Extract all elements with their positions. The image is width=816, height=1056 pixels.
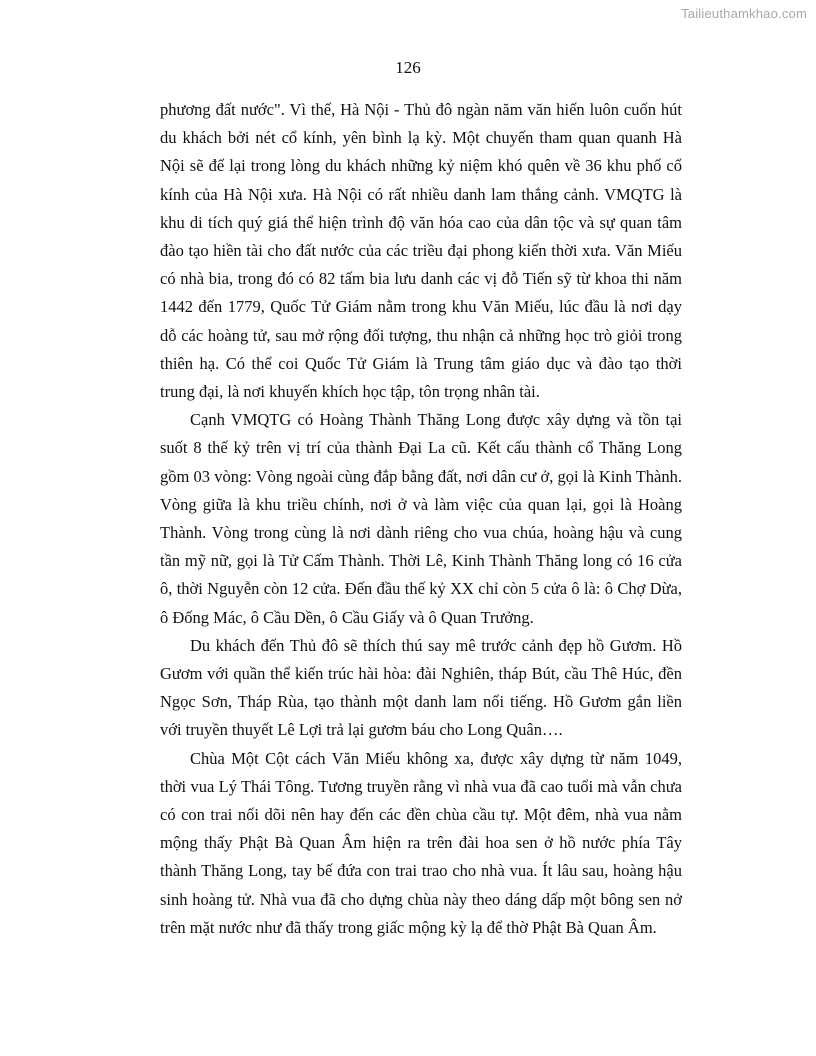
document-body (160, 96, 682, 942)
page-number: 126 (395, 58, 421, 77)
paragraph-one-pillar-pagoda: Chùa Một Cột cách Văn Miếu không xa, được xây dựng từ năm 1049, thời vua Lý Thái Tông. Tương truyền rằng vì nhà vua đã cao tuổi mà vẫn chưa có con trai nối dõi nên hay đến các đền chùa cầu tự. Một đêm, nhà vua nằm mộng thấy Phật Bà Quan Âm hiện ra trên đài hoa sen ở hồ nước phía Tây thành Thăng Long, tay bế đứa con trai trao cho nhà vua. Ít lâu sau, hoàng hậu sinh hoàng tử. Nhà vua đã cho dựng chùa này theo dáng dấp một bông sen nở trên mặt nước như đã thấy trong giấc mộng kỳ lạ để thờ Phật Bà Quan Âm. (160, 748, 682, 937)
paragraph-hoan-kiem-lake: Du khách đến Thủ đô sẽ thích thú say mê trước cảnh đẹp hồ Gươm. Hồ Gươm với quần thể kiến trúc hài hòa: đài Nghiên, tháp Bút, cầu Thê Húc, đền Ngọc Sơn, Tháp Rùa, tạo thành một danh lam nổi tiếng. Hồ Gươm gắn liền với truyền thuyết Lê Lợi trả lại gươm báu cho Long Quân…. (160, 635, 682, 740)
paragraph-imperial-citadel: Cạnh VMQTG có Hoàng Thành Thăng Long được xây dựng và tồn tại suốt 8 thế kỷ trên vị trí của thành Đại La cũ. Kết cấu thành cổ Thăng Long gồm 03 vòng: Vòng ngoài cùng đắp bằng đất, nơi dân cư ở, gọi là Kinh Thành. Vòng giữa là khu triều chính, nơi ở và làm việc của quan lại, gọi là Hoàng Thành. Vòng trong cùng là nơi dành riêng cho vua chúa, hoàng hậu và cung tần mỹ nữ, gọi là Tử Cấm Thành. Thời Lê, Kinh Thành Thăng long có 16 cửa ô, thời Nguyễn còn 12 cửa. Đến đầu thế kỷ XX chỉ còn 5 cửa ô là: ô Chợ Dừa, ô Đống Mác, ô Cầu Dền, ô Cầu Giấy và ô Quan Trưởng. (160, 410, 682, 627)
watermark: Tailieuthamkhao.com (681, 6, 807, 21)
paragraph-continuation: phương đất nước". Vì thế, Hà Nội - Thủ đô ngàn năm văn hiến luôn cuốn hút du khách bởi nét cổ kính, yên bình lạ kỳ. Một chuyến tham quan quanh Hà Nội sẽ để lại trong lòng du khách những kỷ niệm khó quên về 36 khu phố cổ kính của Hà Nội xưa. Hà Nội có rất nhiều danh lam thắng cảnh. VMQTG là khu di tích quý giá thể hiện trình độ văn hóa cao của dân tộc và sự quan tâm đào tạo hiền tài cho đất nước của các triều đại phong kiến thời xưa. Văn Miếu có nhà bia, trong đó có 82 tấm bia lưu danh các vị đỗ Tiến sỹ từ khoa thi năm 1442 đến 1779, Quốc Tử Giám nằm trong khu Văn Miếu, lúc đầu là nơi dạy dỗ các hoàng tử, sau mở rộng đối tượng, thu nhận cả những học trò giỏi trong thiên hạ. Có thể coi Quốc Tử Giám là Trung tâm giáo dục và đào tạo thời trung đại, là nơi khuyến khích học tập, tôn trọng nhân tài. (160, 100, 682, 402)
